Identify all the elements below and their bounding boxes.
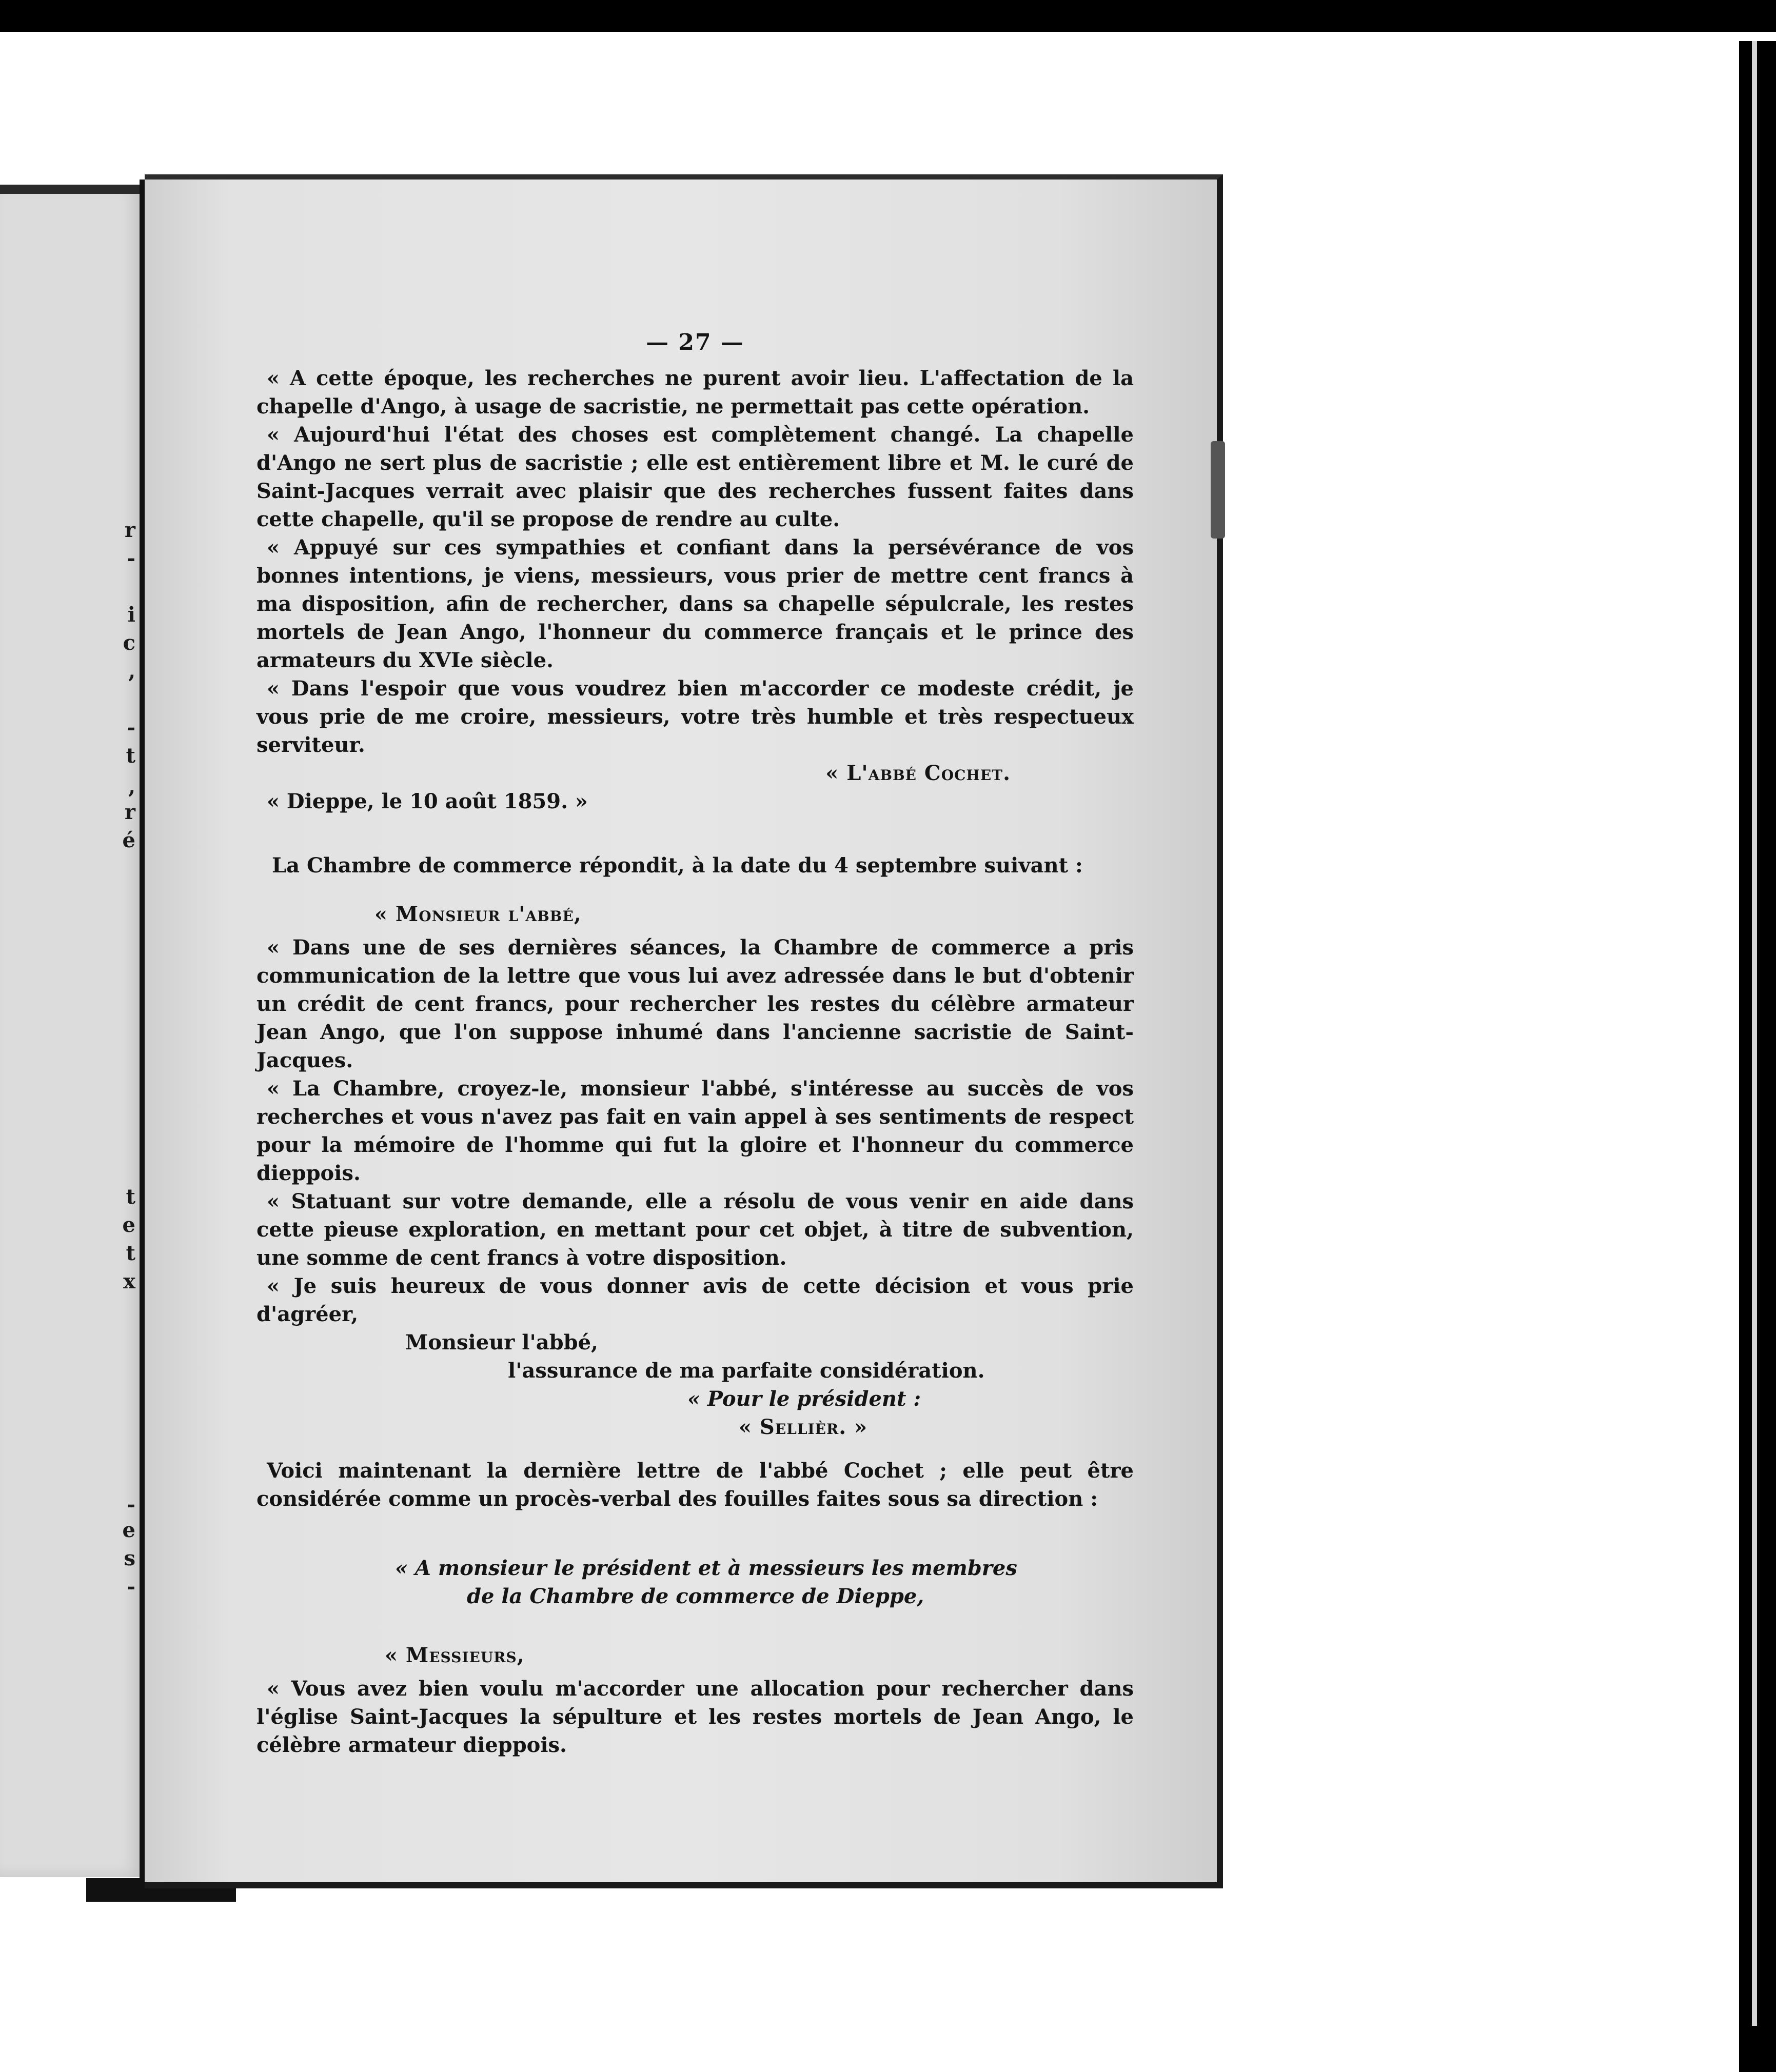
letter-paragraph: « Aujourd'hui l'état des choses est complètement changé. La chapelle d'Ango ne sert plus de sacristie ; elle est entièrement libre et M. le curé de Saint-Jacques verrait avec plaisir que des recherches fussent faites dans cette chapelle, qu'il se propose de rendre au culte. [256,423,1134,531]
book-gutter [140,180,145,1880]
letter-address: de la Chambre de commerce de Dieppe, [467,1584,924,1608]
signature-text: « Sellièr. » [739,1415,868,1439]
facing-page-mark: t [126,1241,135,1265]
facing-page-mark: , [128,774,135,799]
facing-page-mark: i [127,603,135,627]
reply-paragraph: « Statuant sur votre demande, elle a résolu de vous venir en aide dans cette pieuse exploration, en mettant pour cet objet, à titre de subvention, une somme de cent francs à votre disposition. [256,1189,1134,1270]
letter-paragraph: « Dans l'espoir que vous voudrez bien m'accorder ce modeste crédit, je vous prie de me croire, messieurs, votre très humble et très respectueux serviteur. [256,676,1134,757]
facing-page-mark: r [124,800,135,824]
letter-paragraph: « A cette époque, les recherches ne purent avoir lieu. L'affectation de la chapelle d'Ango, à usage de sacristie, ne permettait pas cette opération. [256,366,1134,419]
facing-page-mark: - [127,715,135,740]
scan-right-edge [1752,41,1757,2026]
letter-paragraph: « Appuyé sur ces sympathies et confiant dans la persévérance de vos bonnes intentions, je viens, messieurs, vous prier de mettre cent francs à ma disposition, afin de rechercher, dans sa chapelle sépulcrale, les restes mortels de Jean Ango, l'honneur du commerce français et le prince des armateurs du XVIe siècle. [256,535,1134,672]
reply-paragraph: « La Chambre, croyez-le, monsieur l'abbé, s'intéresse au succès de vos recherches et vous n'avez pas fait en vain appel à ses sentiments de respect pour la mémoire de l'homme qui fut la gloire et l'honneur du commerce dieppois. [256,1077,1134,1185]
letter-address: « A monsieur le président et à messieurs les membres [395,1556,1017,1580]
facing-page-top-edge [0,185,145,194]
scan-right-border [1739,41,1776,2072]
narrative-paragraph: Voici maintenant la dernière lettre de l'abbé Cochet ; elle peut être considérée comme un procès-verbal des fouilles faites sous sa direction : [256,1459,1134,1511]
facing-page-mark: c [123,631,135,655]
facing-page-mark: é [122,828,135,852]
page-text [256,328,1134,1759]
page-edge-tab [1211,441,1225,539]
for-president: « Pour le président : [687,1387,921,1411]
facing-page-mark: - [127,546,135,570]
signature-text: « L'abbé Cochet. [825,761,1011,785]
salutation [374,900,1134,928]
facing-page-mark: e [122,1213,135,1237]
facing-page-mark: r [124,518,135,542]
facing-page-mark: t [126,744,135,768]
facing-page-mark: , [128,659,135,683]
scan-top-border [0,0,1776,32]
facing-page-fragment [0,185,149,1877]
salutation-text: « Monsieur l'abbé, [374,902,582,926]
signature-cochet [256,759,1134,787]
letter-date: « Dieppe, le 10 août 1859. » [267,789,588,813]
page-number: — 27 — [646,329,744,355]
facing-page-mark: - [127,1492,135,1517]
signature-sellier [256,1413,1134,1441]
facing-page-mark: - [127,1575,135,1599]
facing-page-mark: t [126,1185,135,1209]
reply-paragraph: « Je suis heureux de vous donner avis de cette décision et vous prie d'agréer, [256,1274,1134,1326]
salutation [385,1641,1134,1669]
facing-page-mark: s [124,1546,135,1570]
letter-paragraph: « Vous avez bien voulu m'accorder une allocation pour rechercher dans l'église Saint-Jacques la sépulture et les restes mortels de Jean Ango, le célèbre armateur dieppois. [256,1677,1134,1757]
document-page [145,174,1223,1888]
facing-page-mark: e [122,1518,135,1542]
closing-line: Monsieur l'abbé, [405,1330,598,1354]
reply-paragraph: « Dans une de ses dernières séances, la Chambre de commerce a pris communication de la lettre que vous lui avez adressée dans le but d'obtenir un crédit de cent francs, pour rechercher les restes du célèbre armateur Jean Ango, que l'on suppose inhumé dans l'ancienne sacristie de Saint-Jacques. [256,935,1134,1072]
closing-line: l'assurance de ma parfaite considération. [508,1359,985,1383]
reply-intro: La Chambre de commerce répondit, à la date du 4 septembre suivant : [272,853,1083,878]
salutation-text: « Messieurs, [385,1643,525,1667]
facing-page-mark: x [123,1269,135,1293]
